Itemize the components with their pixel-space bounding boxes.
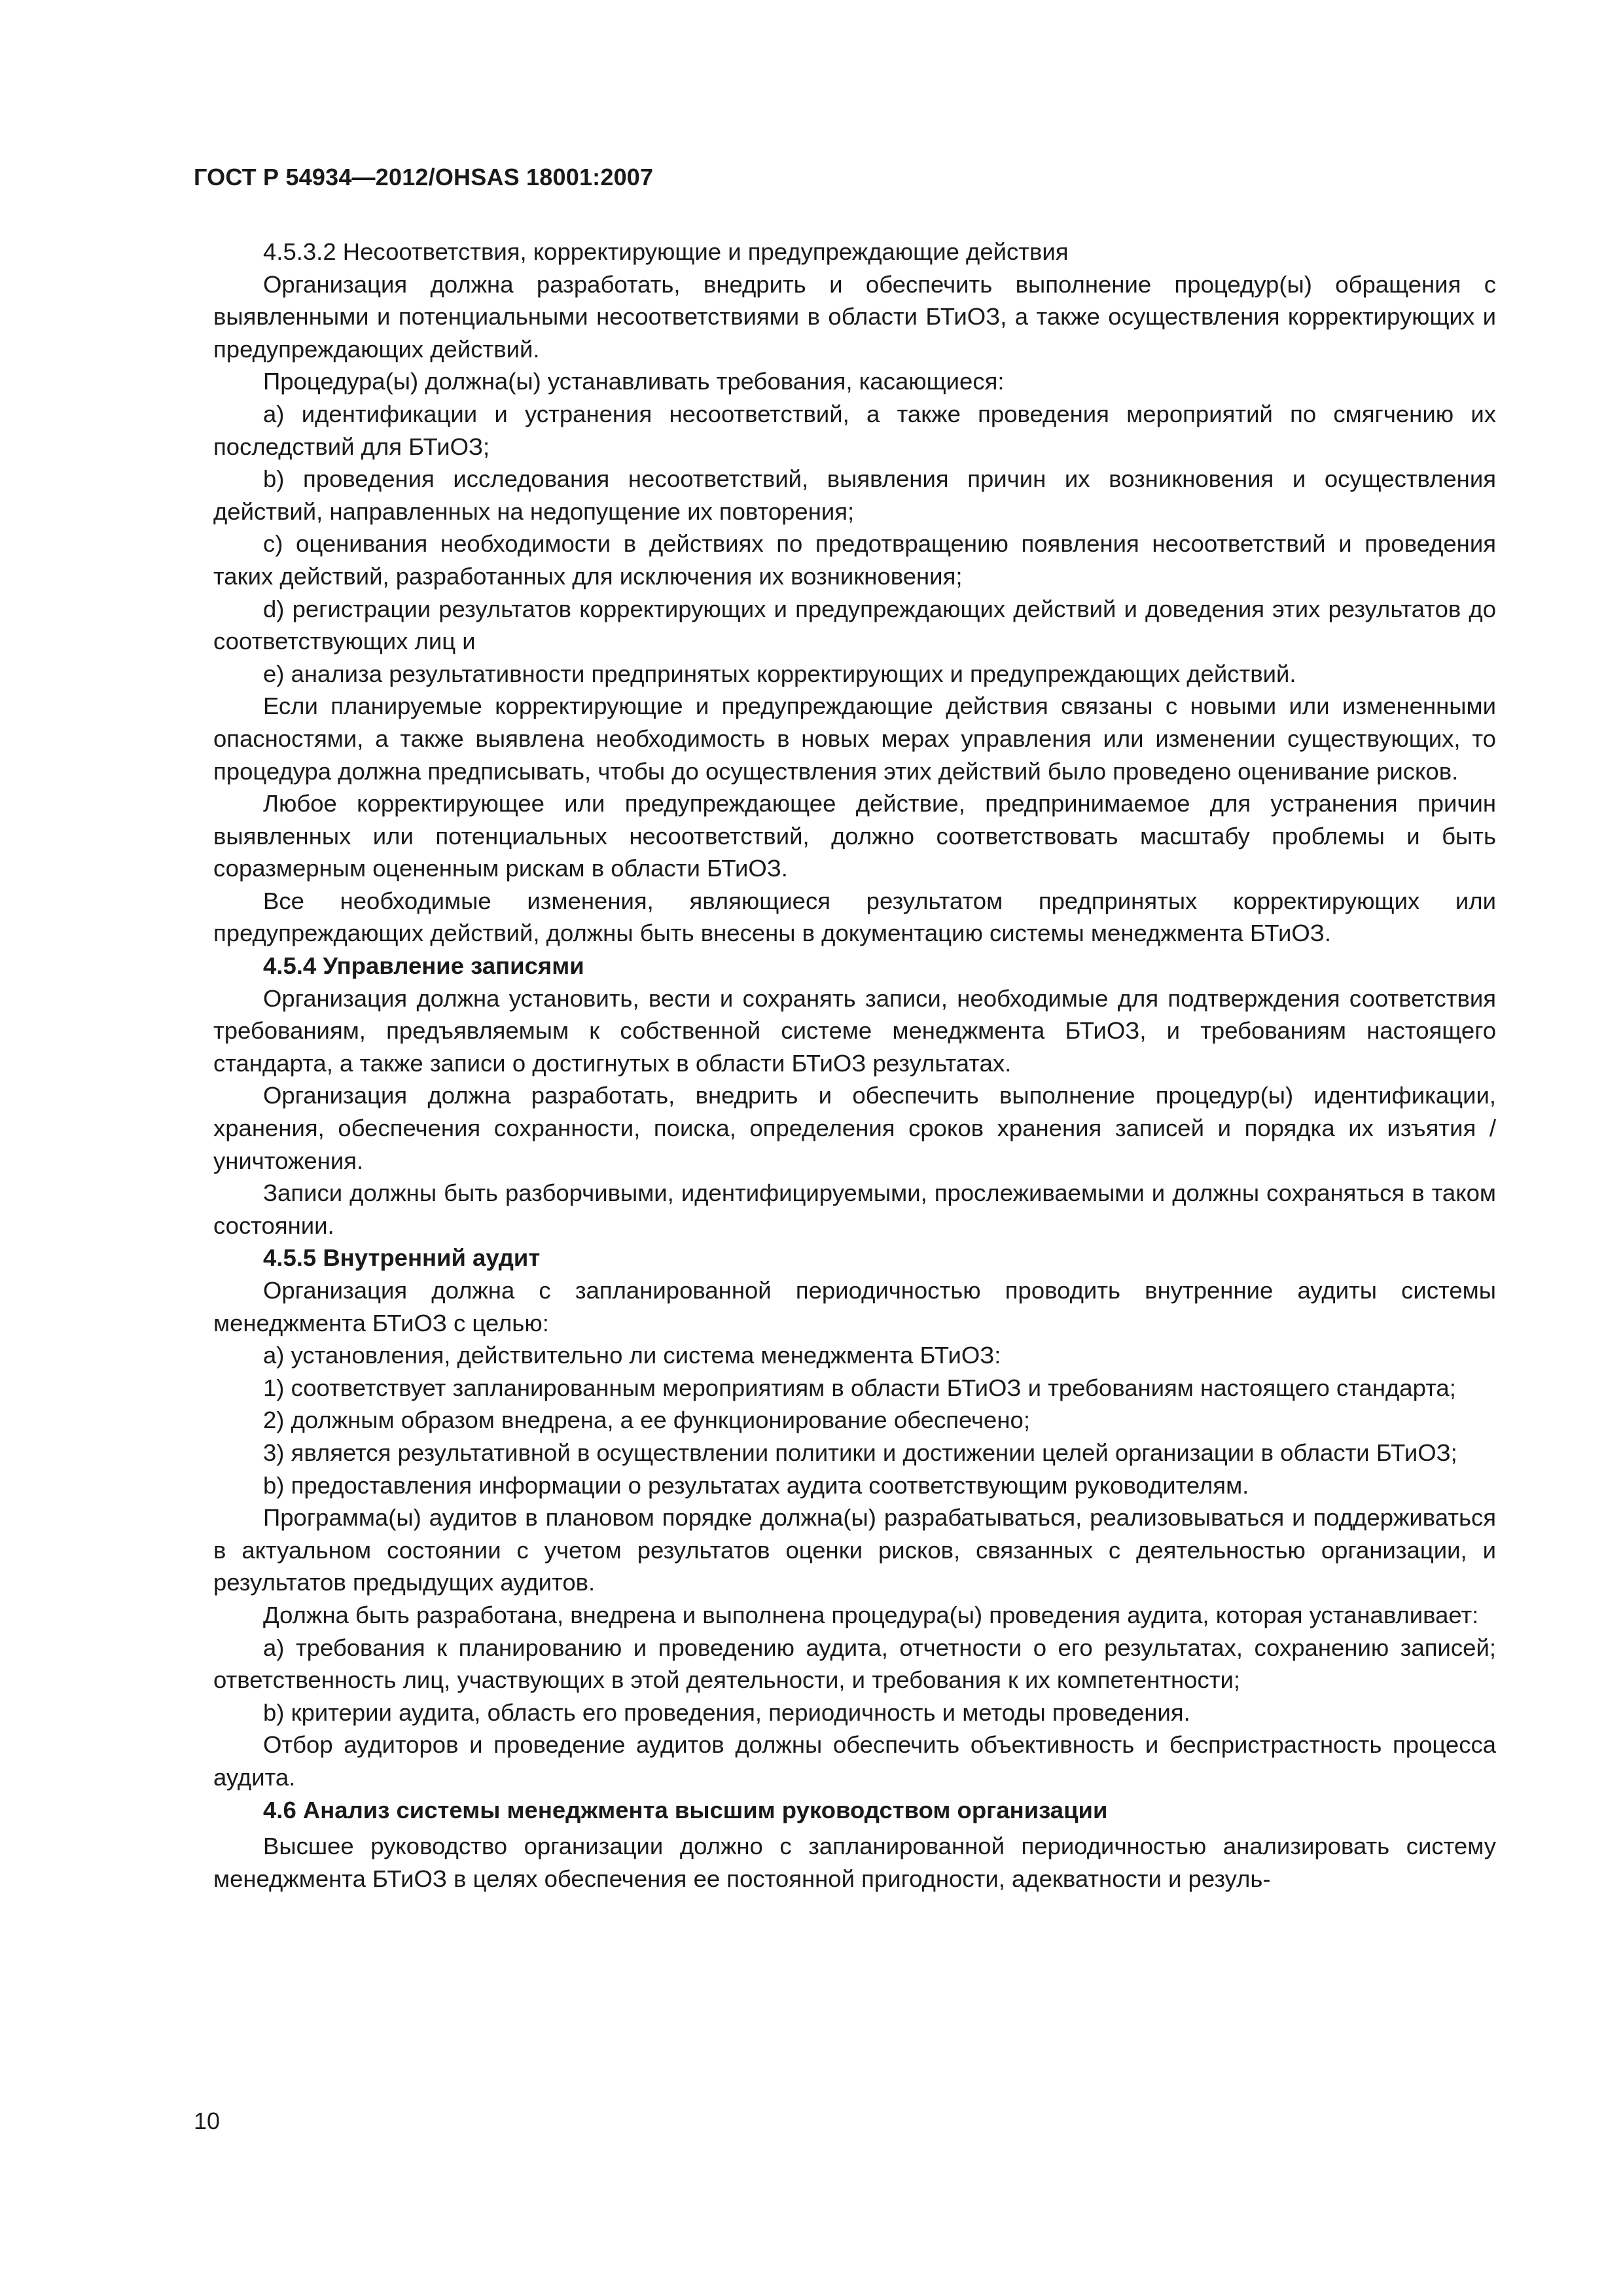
paragraph: Программа(ы) аудитов в плановом порядке должна(ы) разрабатываться, реализовываться и поддерживаться в актуальном состоянии с учетом результатов оценки рисков, связанных с деятельностью организации, и результатов предыдущих аудитов.: [213, 1504, 1496, 1596]
paragraph: b) проведения исследования несоответствий, выявления причин их возникновения и осуществления действий, направленных на недопущение их повторения;: [213, 465, 1496, 525]
paragraph: Если планируемые корректирующие и предупреждающие действия связаны с новыми или измененными опасностями, а также выявлена необходимость в новых мерах управления или изменении существующих, то процедура должна предписывать, чтобы до осуществления этих действий было проведено оценивание рисков.: [213, 692, 1496, 785]
paragraph: 3) является результативной в осуществлении политики и достижении целей организации в области БТиОЗ;: [263, 1439, 1457, 1466]
paragraph: c) оценивания необходимости в действиях по предотвращению появления несоответствий и проведения таких действий, разработанных для исключения их возникновения;: [213, 530, 1496, 590]
paragraph: b) предоставления информации о результатах аудита соответствующим руководителям.: [263, 1471, 1249, 1499]
paragraph: Высшее руководство организации должно с запланированной периодичностью анализировать систему менеджмента БТиОЗ в целях обеспечения ее постоянной пригодности, адекватности и резуль-: [213, 1833, 1496, 1892]
paragraph: a) требования к планированию и проведению аудита, отчетности о его результатах, сохранению записей; ответственность лиц, участвующих в этой деятельности, и требования к их компетентности;: [213, 1634, 1496, 1694]
paragraph: e) анализа результативности предпринятых корректирующих и предупреждающих действий.: [263, 660, 1296, 687]
paragraph: 4.5.3.2 Несоответствия, корректирующие и предупреждающие действия: [263, 238, 1069, 265]
paragraph: Организация должна разработать, внедрить и обеспечить выполнение процедур(ы) обращения с выявленными и потенциальными несоответствиями в области БТиОЗ, а также осуществления корректирующих и предупреждающих действий.: [213, 270, 1496, 363]
standard-header: ГОСТ Р 54934—2012/OHSAS 18001:2007: [194, 164, 654, 190]
paragraph: d) регистрации результатов корректирующих и предупреждающих действий и доведения этих результатов до соответствующих лиц и: [213, 595, 1496, 655]
page-number: 10: [194, 2108, 221, 2134]
document-body: [213, 236, 1496, 1895]
paragraph: Должна быть разработана, внедрена и выполнена процедура(ы) проведения аудита, которая устанавливает:: [263, 1601, 1479, 1628]
section-heading: 4.5.5 Внутренний аудит: [263, 1244, 541, 1272]
paragraph: Процедура(ы) должна(ы) устанавливать требования, касающиеся:: [263, 368, 1005, 395]
paragraph: b) критерии аудита, область его проведения, периодичность и методы проведения.: [263, 1698, 1190, 1726]
section-heading: 4.6 Анализ системы менеджмента высшим руководством организации: [263, 1796, 1108, 1823]
paragraph: Отбор аудиторов и проведение аудитов должны обеспечить объективность и беспристрастность процесса аудита.: [213, 1731, 1496, 1791]
paragraph: Организация должна разработать, внедрить и обеспечить выполнение процедур(ы) идентификации, хранения, обеспечения сохранности, поиска, определения сроков хранения записей и порядка их изъятия /уничтожения.: [213, 1082, 1496, 1174]
paragraph: Все необходимые изменения, являющиеся результатом предпринятых корректирующих или предупреждающих действий, должны быть внесены в документацию системы менеджмента БТиОЗ.: [213, 887, 1496, 947]
paragraph: Записи должны быть разборчивыми, идентифицируемыми, прослеживаемыми и должны сохраняться в таком состоянии.: [213, 1179, 1496, 1239]
paragraph: 1) соответствует запланированным мероприятиям в области БТиОЗ и требованиям настоящего стандарта;: [263, 1374, 1456, 1401]
paragraph: a) установления, действительно ли система менеджмента БТиОЗ:: [263, 1342, 1001, 1369]
section-heading: 4.5.4 Управление записями: [263, 952, 584, 980]
paragraph: Организация должна с запланированной периодичностью проводить внутренние аудиты системы менеджмента БТиОЗ с целью:: [213, 1277, 1496, 1336]
paragraph: a) идентификации и устранения несоответствий, а также проведения мероприятий по смягчению их последствий для БТиОЗ;: [213, 400, 1496, 460]
paragraph: Любое корректирующее или предупреждающее действие, предпринимаемое для устранения причин выявленных или потенциальных несоответствий, должно соответствовать масштабу проблемы и быть соразмерным оцененным рискам в области БТиОЗ.: [213, 790, 1496, 882]
paragraph: Организация должна установить, вести и сохранять записи, необходимые для подтверждения соответствия требованиям, предъявляемым к собственной системе менеджмента БТиОЗ, и требованиям настоящего стандарта, а также записи о достигнутых в области БТиОЗ результатах.: [213, 984, 1496, 1077]
paragraph: 2) должным образом внедрена, а ее функционирование обеспечено;: [263, 1407, 1030, 1434]
